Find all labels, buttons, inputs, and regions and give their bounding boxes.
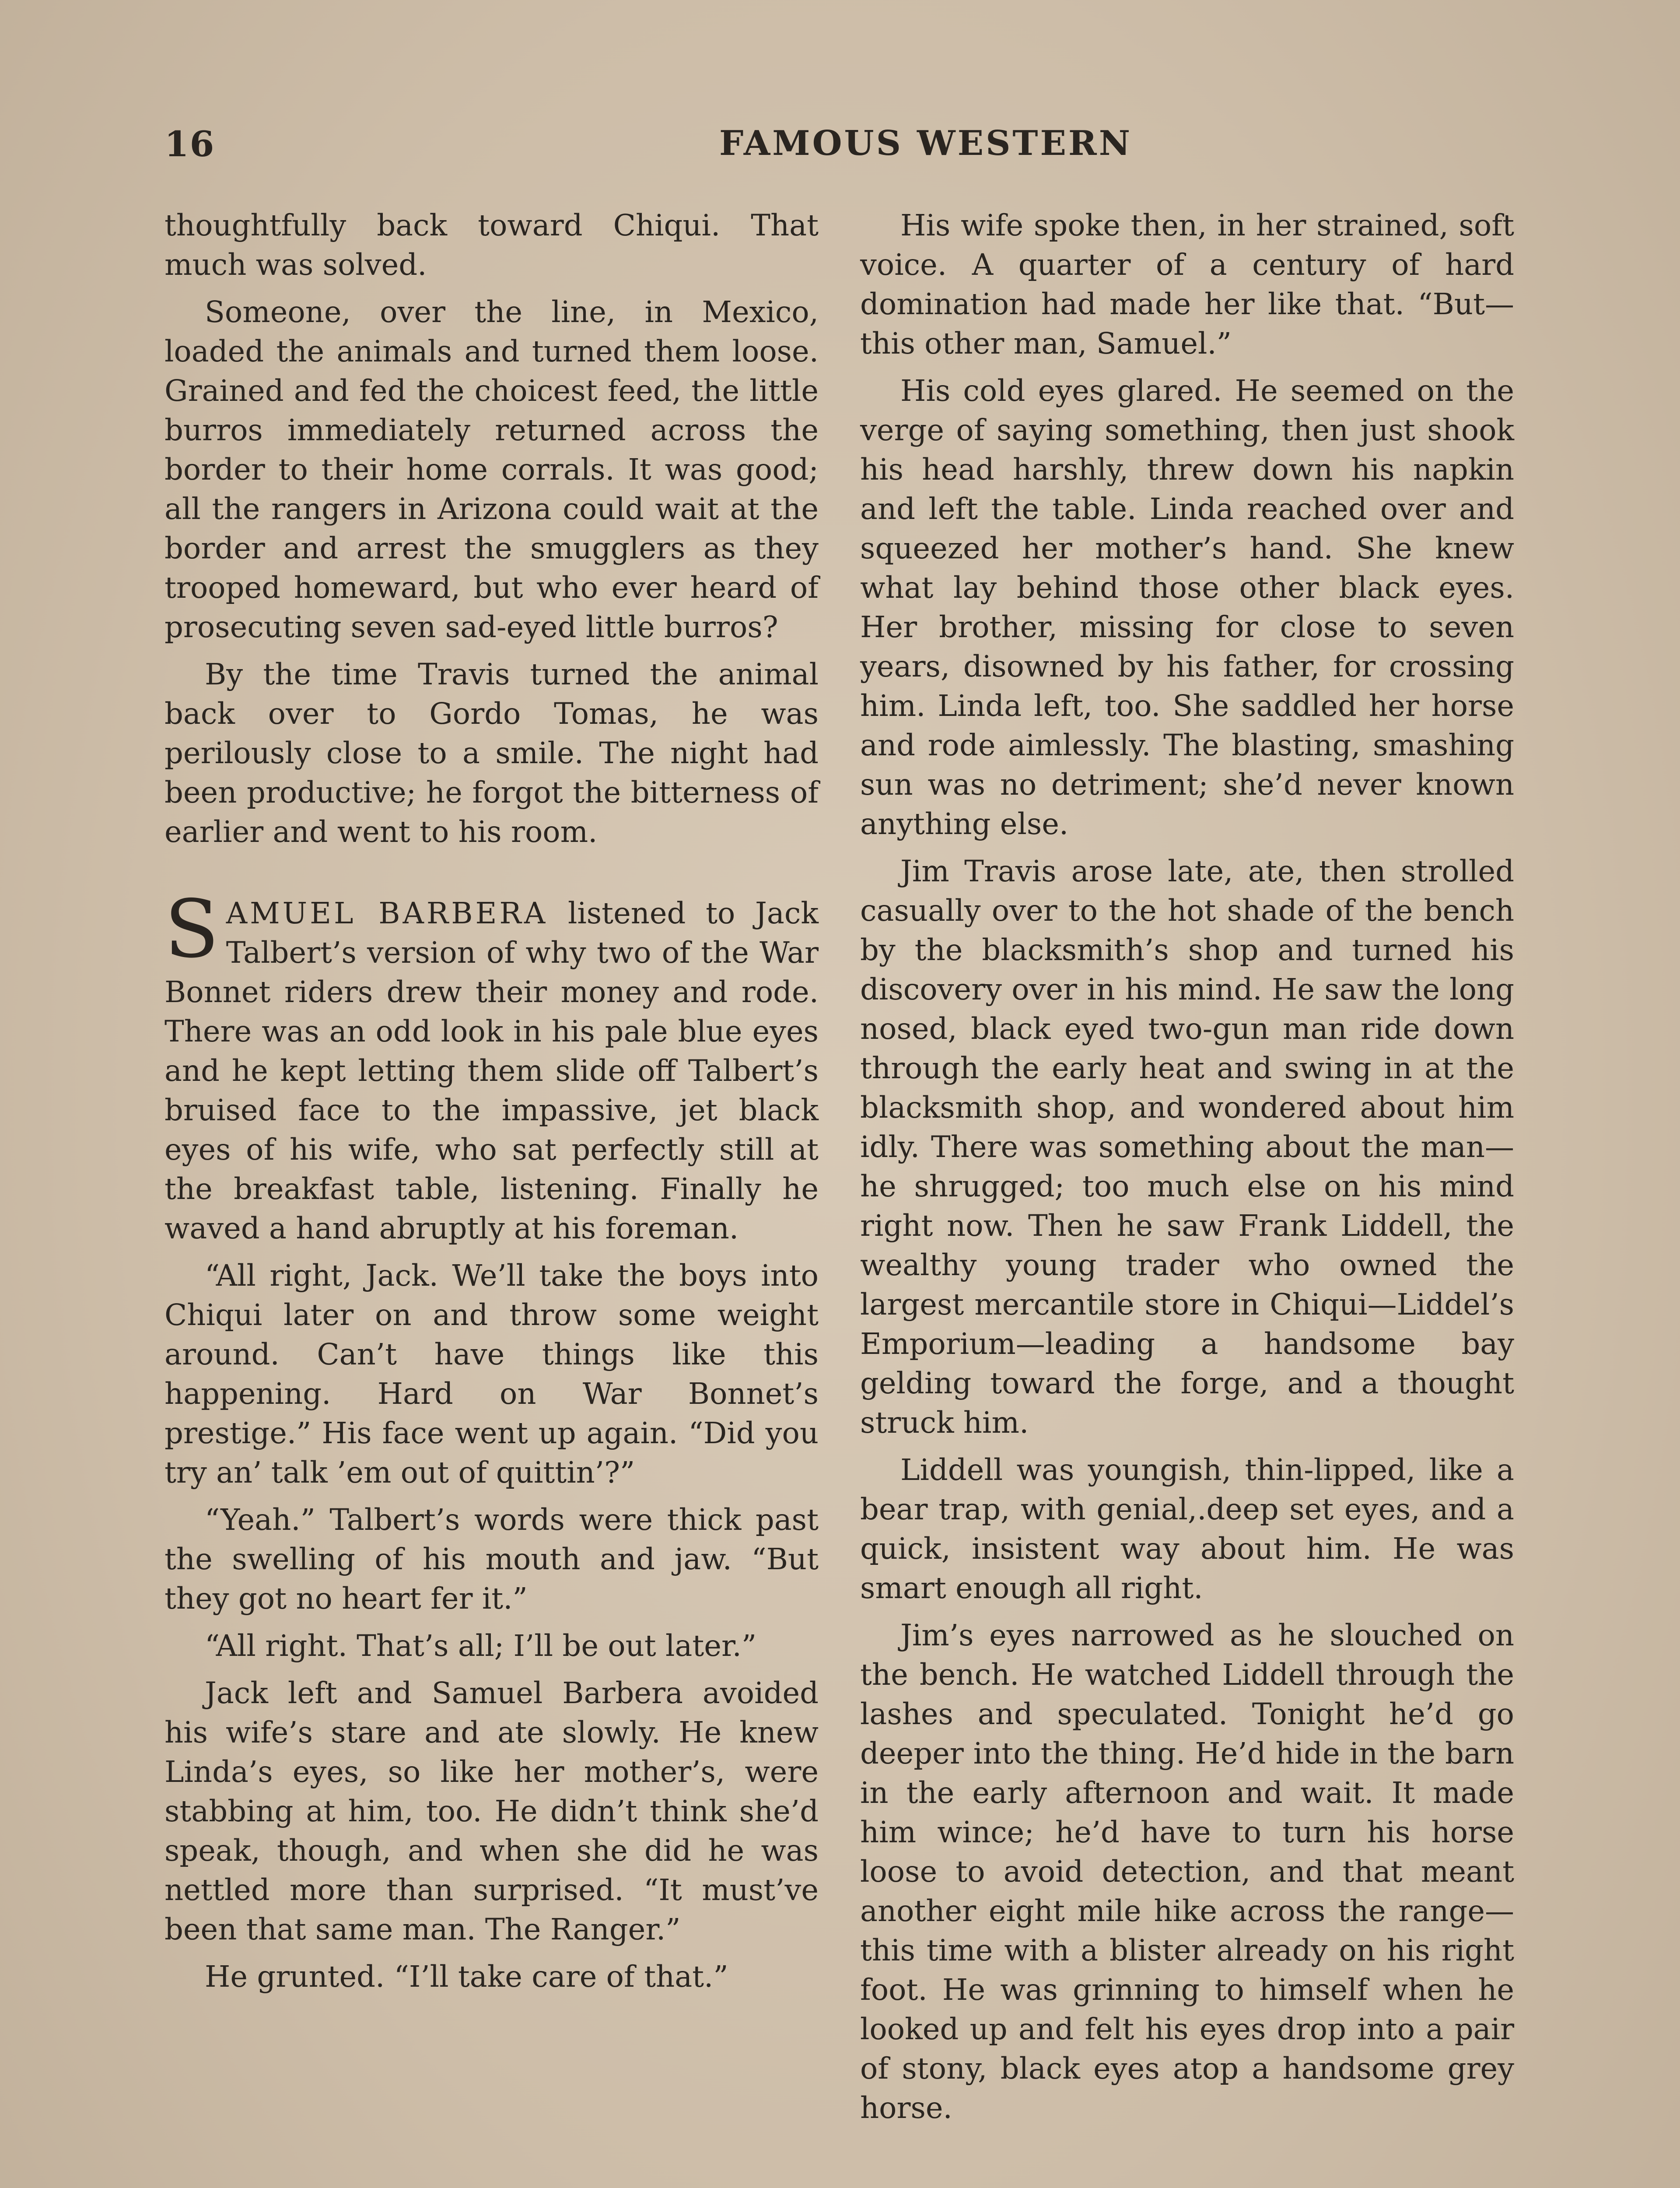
right-column — [860, 206, 1514, 2135]
paragraph: “Yeah.” Talbert’s words were thick past the swelling of his mouth and jaw. “But they got no heart fer it.” — [164, 1503, 819, 1616]
page-number: 16 — [164, 123, 215, 165]
paragraph: Jim Travis arose late, ate, then strolled casually over to the hot shade of the bench by the blacksmith’s shop and turned his discovery over in his mind. He saw the long nosed, black eyed two-gun man ride down through the early heat and swing in at the blacksmith shop, and wondered about him idly. There was something about the man—he shrugged; too much else on his mind right now. Then he saw Frank Liddell, the wealthy young trader who owned the largest mercantile store in Chiqui—Liddel’s Emporium—leading a handsome bay gelding toward the forge, and a thought struck him. — [860, 854, 1514, 1440]
paragraph: Someone, over the line, in Mexico, loaded the animals and turned them loose. Grained and fed the choicest feed, the little burros immediately returned across the border to their home corrals. It was good; all the rangers in Arizona could wait at the border and arrest the smugglers as they trooped homeward, but who ever heard of prosecuting seven sad-eyed little burros? — [164, 295, 819, 644]
paragraph: Liddell was youngish, thin-lipped, like a bear trap, with genial,.deep set eyes, and a quick, insistent way about him. He was smart enough all right. — [860, 1453, 1514, 1605]
page-header — [164, 123, 1521, 176]
lead-in-name: AMUEL BARBERA — [226, 896, 548, 930]
section-opening-paragraph — [164, 883, 819, 1248]
drop-cap: S — [164, 883, 219, 975]
paragraph: By the time Travis turned the animal back over to Gordo Tomas, he was perilously close to a smile. The night had been productive; he forgot the bitterness of earlier and went to his room. — [164, 657, 819, 849]
running-head: FAMOUS WESTERN — [719, 123, 1133, 163]
left-column — [164, 206, 819, 2004]
paragraph: He grunted. “I’ll take care of that.” — [205, 1960, 728, 1994]
paragraph-text: listened to Jack Talbert’s version of why two of the War Bonnet riders drew their money and rode. There was an odd look in his pale blue eyes and he kept letting them slide off Talbert’s bruised face to the impassive, jet black eyes of his wife, who sat perfectly still at the breakfast table, listening. Finally he waved a hand abruptly at his foreman. — [164, 896, 819, 1245]
paragraph: “All right. That’s all; I’ll be out later.” — [205, 1629, 757, 1663]
paragraph: Jim’s eyes narrowed as he slouched on the bench. He watched Liddell through the lashes and speculated. Tonight he’d go deeper into the thing. He’d hide in the barn in the early afternoon and wait. It made him wince; he’d have to turn his horse loose to avoid detection, and that meant another eight mile hike across the range—this time with a blister already on his right foot. He was grinning to himself when he looked up and felt his eyes drop into a pair of stony, black eyes atop a handsome grey horse. — [860, 1618, 1514, 2125]
paragraph: His cold eyes glared. He seemed on the verge of saying something, then just shook his head harshly, threw down his napkin and left the table. Linda reached over and squeezed her mother’s hand. She knew what lay behind those other black eyes. Her brother, missing for close to seven years, disowned by his father, for crossing him. Linda left, too. She saddled her horse and rode aimlessly. The blasting, smashing sun was no detriment; she’d never known anything else. — [860, 374, 1514, 841]
paragraph: thoughtfully back toward Chiqui. That much was solved. — [164, 208, 819, 282]
paragraph: Jack left and Samuel Barbera avoided his wife’s stare and ate slowly. He knew Linda’s eyes, so like her mother’s, were stabbing at him, too. He didn’t think she’d speak, though, and when she did he was nettled more than surprised. “It must’ve been that same man. The Ranger.” — [164, 1676, 819, 1946]
paragraph: “All right, Jack. We’ll take the boys into Chiqui later on and throw some weight around. Can’t have things like this happening. Hard on War Bonnet’s prestige.” His face went up again. “Did you try an’ talk ’em out of quittin’?” — [164, 1259, 819, 1490]
paragraph: His wife spoke then, in her strained, soft voice. A quarter of a century of hard domination had made her like that. “But—this other man, Samuel.” — [860, 208, 1514, 361]
